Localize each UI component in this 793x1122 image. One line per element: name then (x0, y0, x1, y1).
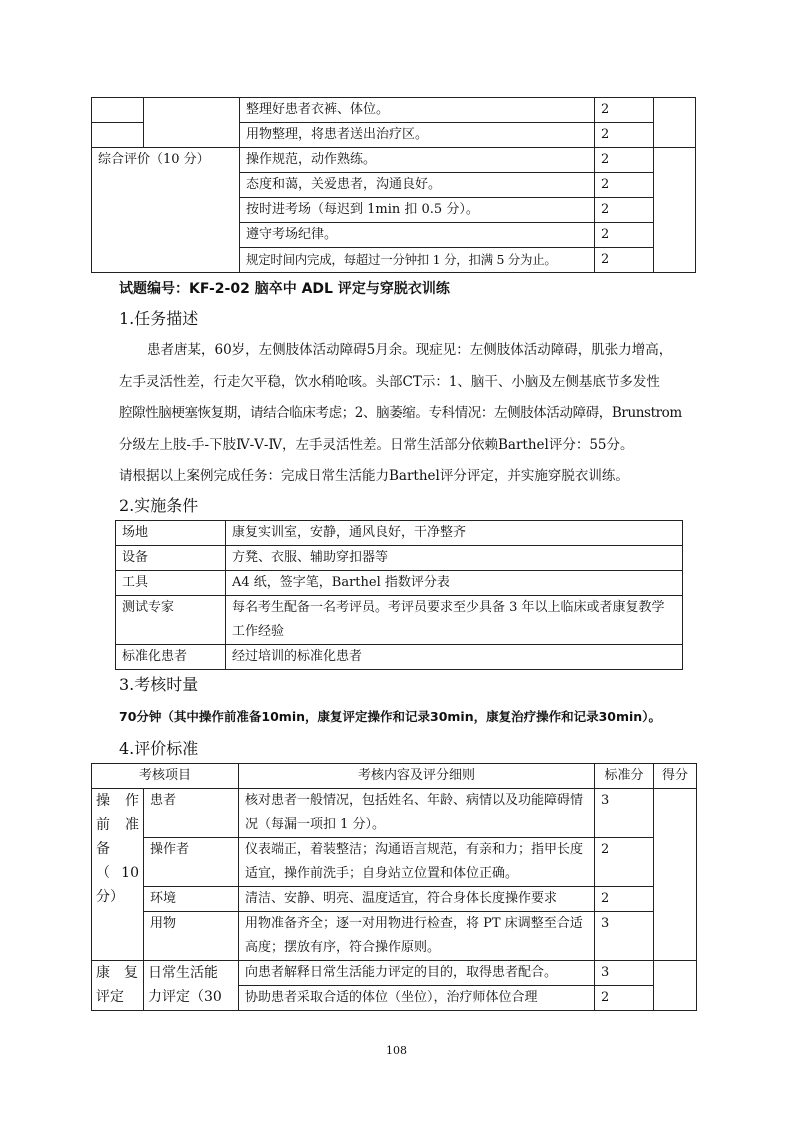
table-cell: 设备 (116, 546, 226, 571)
table-cell: 2 (595, 198, 654, 223)
table-cell: 标准化患者 (116, 645, 226, 670)
label-char: 操 (96, 793, 125, 809)
table-cell (144, 98, 240, 148)
table-cell (92, 123, 144, 148)
table-cell: 3 (595, 912, 654, 961)
table-cell: 遵守考场纪律。 (240, 223, 595, 248)
task-description (119, 335, 687, 493)
header-content: 考核内容及评分细则 (239, 764, 595, 789)
header-item: 考核项目 (92, 764, 239, 789)
table-cell: 2 (595, 123, 654, 148)
label-char: 备 (96, 841, 110, 857)
label-char: 前 (96, 817, 125, 833)
table-cell: 2 (595, 148, 654, 173)
criteria-table (91, 763, 697, 1011)
label-char: 准 (125, 817, 139, 833)
table-cell: 2 (595, 98, 654, 123)
table-cell: 清洁、安静、明亮、温度适宜，符合身体长度操作要求 (239, 887, 595, 912)
table-cell: 综合评价（10 分） (92, 148, 240, 273)
table-cell: 协助患者采取合适的体位（坐位），治疗师体位合理 (239, 986, 595, 1011)
label-line: 康 复 (96, 965, 138, 981)
section-heading-conditions: 2.实施条件 (119, 496, 199, 515)
table-cell: 环境 (144, 887, 239, 912)
table-cell: 测试专家 (116, 596, 226, 645)
label-char: 作 (125, 793, 139, 809)
section-heading-criteria: 4.评价标准 (119, 739, 199, 758)
table-cell: 2 (595, 223, 654, 248)
table-cell (654, 961, 697, 1011)
paragraph-line: 分级左上肢-手-下肢Ⅳ-Ⅴ-Ⅳ，左手灵活性差。日常生活部分依赖Barthel评分：55分。 (119, 436, 634, 453)
table-cell: 核对患者一般情况，包括姓名、年龄、病情以及功能障碍情况（每漏一项扣 1 分）。 (239, 789, 595, 838)
table-cell: 向患者解释日常生活能力评定的目的，取得患者配合。 (239, 961, 595, 986)
table-cell: 每名考生配备一名考评员。考评员要求至少具备 3 年以上临床或者康复教学工作经验 (226, 596, 683, 645)
paragraph-line: 请根据以上案例完成任务：完成日常生活能力Barthel评分评定，并实施穿脱衣训练。 (119, 468, 629, 484)
section-heading-duration: 3.考核时量 (119, 675, 199, 694)
table-cell: 康复实训室，安静，通风良好，干净整齐 (226, 521, 683, 546)
page-number: 108 (386, 1044, 407, 1057)
label-line: 日常生活能 (148, 965, 218, 981)
group-eval-label (92, 961, 144, 1011)
duration-text: 70分钟（其中操作前准备10min，康复评定操作和记录30min，康复治疗操作和记录30min）。 (119, 709, 661, 724)
paragraph-line: 左手灵活性差，行走欠平稳，饮水稍呛咳。头部CT示：1、脑干、小脑及左侧基底节多发性 (119, 373, 660, 390)
table-cell: 场地 (116, 521, 226, 546)
table-cell: 2 (595, 248, 654, 273)
table-cell: 用物整理，将患者送出治疗区。 (240, 123, 595, 148)
label-char: （ (96, 865, 122, 881)
table-cell: 2 (595, 887, 654, 912)
conditions-table (115, 520, 683, 670)
table-cell (654, 789, 697, 961)
table-cell: 整理好患者衣裤、体位。 (240, 98, 595, 123)
table-cell: 按时进考场（每迟到 1min 扣 0.5 分）。 (240, 198, 595, 223)
section-heading-task: 1.任务描述 (119, 309, 199, 328)
table-cell: 用物准备齐全；逐一对用物进行检查，将 PT 床调整至合适高度；摆放有序，符合操作原则。 (239, 912, 595, 961)
table-cell: 仪表端正，着装整洁；沟通语言规范，有亲和力；指甲长度适宜，操作前洗手；自身站立位置和体位正确。 (239, 838, 595, 887)
table-cell: A4 纸，签字笔，Barthel 指数评分表 (226, 571, 683, 596)
table-cell: 方凳、衣服、辅助穿扣器等 (226, 546, 683, 571)
table-cell: 2 (595, 986, 654, 1011)
table-cell (654, 148, 696, 273)
table-cell: 态度和蔼，关爱患者，沟通良好。 (240, 173, 595, 198)
table-cell (92, 98, 144, 123)
table-cell: 操作规范，动作熟练。 (240, 148, 595, 173)
group-prep-label (92, 789, 144, 961)
exam-title: 试题编号：KF-2-02 脑卒中 ADL 评定与穿脱衣训练 (119, 281, 450, 297)
table-cell: 工具 (116, 571, 226, 596)
table-cell: 经过培训的标准化患者 (226, 645, 683, 670)
table-cell: 3 (595, 961, 654, 986)
table-cell: 操作者 (144, 838, 239, 887)
label-line: 力评定（30 (148, 989, 222, 1005)
table-cell: 规定时间内完成，每超过一分钟扣 1 分，扣满 5 分为止。 (240, 248, 595, 273)
table-cell: 用物 (144, 912, 239, 961)
label-char: 10 (121, 865, 139, 881)
table-cell: 患者 (144, 789, 239, 838)
table-cell (654, 98, 696, 148)
header-standard: 标准分 (595, 764, 654, 789)
table-cell: 2 (595, 838, 654, 887)
top-score-table (91, 97, 696, 273)
paragraph-line: 腔隙性脑梗塞恢复期，请结合临床考虑；2、脑萎缩。专科情况：左侧肢体活动障碍，Brunstrom (119, 405, 682, 421)
label-line: 评定 (96, 989, 124, 1005)
table-cell (144, 961, 239, 1011)
header-score: 得分 (654, 764, 697, 789)
table-cell: 2 (595, 173, 654, 198)
label-tail: 分） (96, 889, 124, 905)
paragraph-line: 患者唐某，60岁，左侧肢体活动障碍5月余。现症见：左侧肢体活动障碍，肌张力增高， (147, 342, 673, 358)
table-cell: 3 (595, 789, 654, 838)
